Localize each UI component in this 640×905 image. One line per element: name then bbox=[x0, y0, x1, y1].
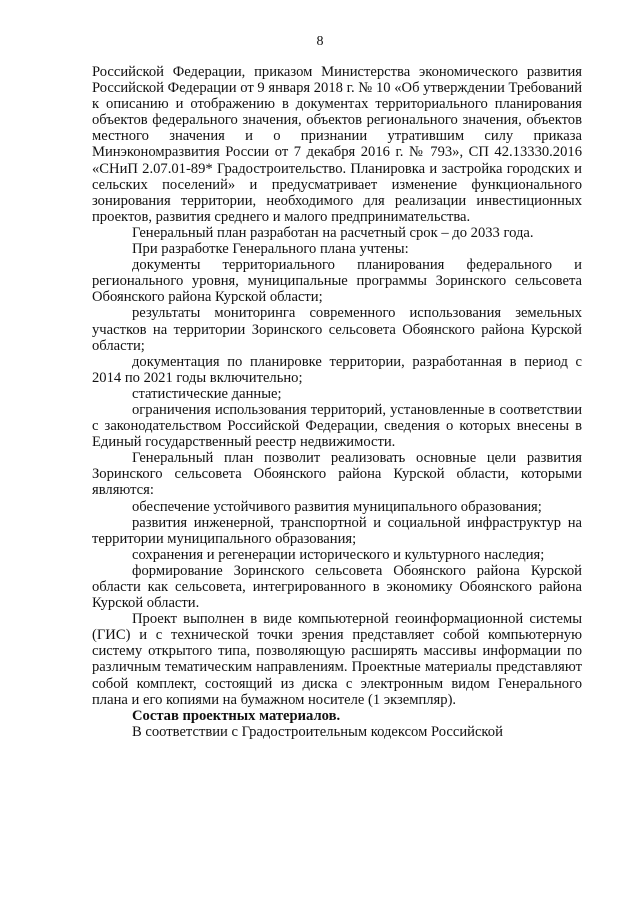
list-item-monitoring-results: результаты мониторинга современного использования земельных участков на территории Зоринского сельсовета Обоянского района Курской области; bbox=[92, 305, 582, 354]
list-item-planning-documents: документы территориального планирования федерального и регионального уровня, муниципальные программы Зоринского сельсовета Обоянского района Курской области; bbox=[92, 257, 582, 306]
list-item-infrastructure: развития инженерной, транспортной и социальной инфраструктур на территории муниципального образования; bbox=[92, 514, 582, 547]
paragraph-gis: Проект выполнен в виде компьютерной геоинформационной системы (ГИС) и с технической точки зрения представляет собой компьютерную систему открытого типа, позволяющую расширять массивы информации по различным тематическим направлениям. Проектные материалы представляют собой комплект, состоящий из диска с электронным видом Генерального плана и его копиями на бумажном носителе (1 экземпляр). bbox=[92, 611, 582, 708]
section-heading: Состав проектных материалов. bbox=[132, 707, 341, 724]
list-item-integration: формирование Зоринского сельсовета Обоянского района Курской области как сельсовета, интегрированного в экономику Обоянского района Курской области. bbox=[92, 562, 582, 612]
paragraph-goals-intro: Генеральный план позволит реализовать основные цели развития Зоринского сельсовета Обоянского района Курской области, которыми являются: bbox=[92, 450, 582, 499]
list-item-restrictions: ограничения использования территорий, установленные в соответствии с законодательством Российской Федерации, сведения о которых внесены в Единый государственный реестр недвижимости. bbox=[92, 401, 582, 451]
list-item-heritage: сохранения и регенерации исторического и культурного наследия; bbox=[132, 546, 545, 563]
paragraph-continuation: В соответствии с Градостроительным кодексом Российской bbox=[132, 723, 503, 740]
list-item-planning-documentation: документация по планировке территории, разработанная в период с 2014 по 2021 годы включительно; bbox=[92, 353, 582, 386]
paragraph-calculation-term: Генеральный план разработан на расчетный срок – до 2033 года. bbox=[132, 224, 534, 241]
paragraph-considered-heading: При разработке Генерального плана учтены: bbox=[132, 241, 409, 258]
body-text bbox=[92, 64, 582, 740]
paragraph-intro-continuation: Российской Федерации, приказом Министерства экономического развития Российской Федерации от 9 января 2018 г. № 10 «Об утверждении Требований к описанию и отображению в документах территориального планирования объектов федерального значения, объектов регионального значения, объектов местного значения и о признании утратившим силу приказа Минэкономразвития России от 7 декабря 2016 г. № 793», СП 42.13330.2016 «СНиП 2.07.01-89* Градостроительство. Планировка и застройка городских и сельских поселений» и предусматривает изменение функционального зонирования территории, необходимого для реализации инвестиционных проектов, развития среднего и малого предпринимательства. bbox=[92, 64, 582, 225]
list-item-sustainable-development: обеспечение устойчивого развития муниципального образования; bbox=[132, 498, 542, 515]
list-item-statistics: статистические данные; bbox=[132, 385, 282, 402]
page-number: 8 bbox=[316, 34, 324, 49]
